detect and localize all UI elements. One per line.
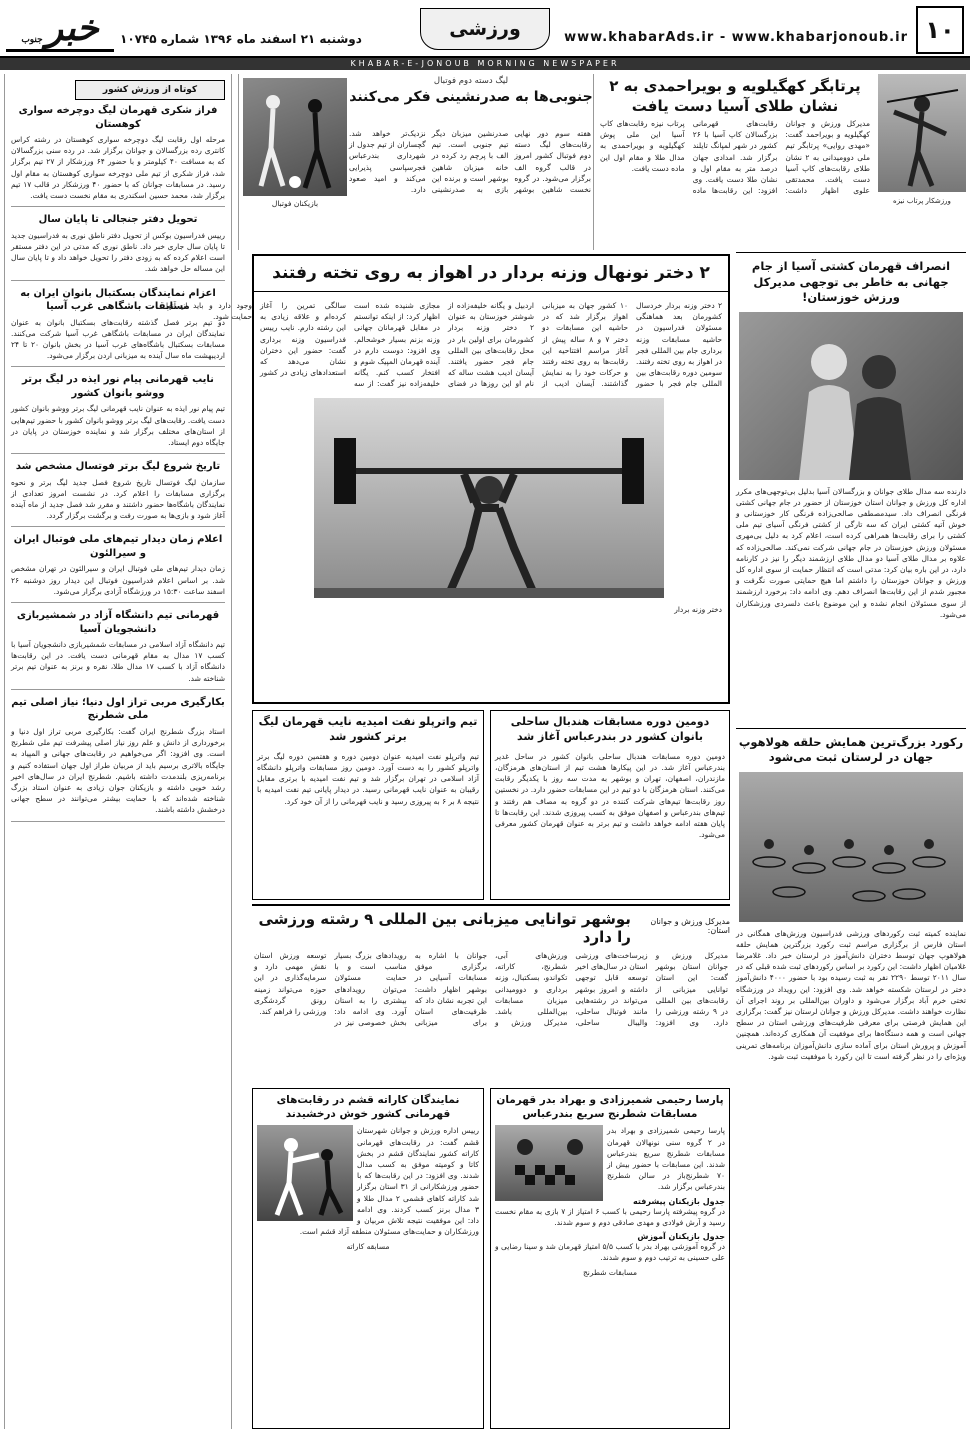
weightlifter-figure-icon [314,398,664,598]
waterpolo-headline: تیم واترپلو نفت امیدیه نایب قهرمان لیگ برتر کشور شد [258,715,478,743]
left-news-headline: فراز شکری قهرمان لیگ دوچرخه سواری کوهستان [18,105,218,130]
feature-story [166,254,730,704]
divider [736,728,966,729]
chess-board-icon [495,1125,603,1201]
left-news-headline: نایب قهرمانی پیام نور ایذه در لیگ برتر ووشو بانوان کشور [22,374,214,399]
feature-body-top: ۲ دختر وزنه بردار خردسال کشورمان بعد هماهنگی مسئولان فدراسیون در حاشیه مسابقات وزنه برداری جام بین المللی فجر در اهواز به روی تخته رفتند. سومین دوره رقابت‌های بین المللی جام فجر با حضور ۱۰ کشور جهان به میزبانی اهواز برگزار شد که در حاشیه این مسابقات دو دختر ۷ و ۸ ساله پیش از آغاز مراسم افتتاحیه این رقابت‌ها به روی تخته رفتند و حرکات خود را به نمایش گذاشتند. آیسان ادیب از اردبیل و یگانه خلیفه‌زاده از شوشتر خوزستان به عنوان ۲ دختر وزنه بردار کشورمان برای اولین بار در محل رقابت‌های بین المللی جام فجر حضور یافتند. آیسان ادیب هشت ساله که نام او این روزها در فضای مجازی شنیده شده است اظهار کرد: از اینکه توانستم در مقابل قهرمانان جهانی وزنه بزنم بسیار خوشحالم. وی افزود: دوست دارم در آینده قهرمان المپیک شوم و افتخار کسب کنم. یگانه خلیفه‌زاده نیز گفت: از سه سالگی تمرین را آغاز کرده‌ام و علاقه زیادی به این رشته دارم. نایب رییس فدراسیون وزنه برداری گفت: حضور این دختران نشان می‌دهد که استعدادهای زیادی در کشور وجود دارد و باید از آنها حمایت شود. [166,301,722,389]
karate-body: رییس اداره ورزش و جوانان شهرستان قشم گفت: در رقابت‌های قهرمانی کاراته کشور نمایندگان قشم در بخش کاتا و کومیته موفق به کسب مدال شدند. وی افزود: در این رقابت‌ها که با حضور ورزشکارانی از ۳۱ استان برگزار شد کاراته کاهای قشمی ۲ مدال طلا و ۳ مدال برنز کسب کردند. وی ادامه داد: این موفقیت نتیجه تلاش مربیان و ورزشکاران و حمایت‌های مسئولان منطقه آزاد قشم است. [299,1126,479,1237]
left-news-item [11,460,225,527]
javelin-photo [878,74,966,192]
left-column [4,74,232,1429]
chess-photo-caption: مسابقات شطرنج [582,1268,638,1278]
karate-figure-icon [257,1125,353,1221]
divider [11,366,225,367]
players-figure-icon [243,78,347,196]
waterpolo-story [252,710,484,900]
left-news-body: تیم پیام نور ایذه به عنوان نایب قهرمانی لیگ برتر ووشو بانوان کشور دست یافت. رقابت‌های لیگ برتر ووشو بانوان کشور با حضور تیم‌هایی از استان‌های مختلف برگزار شد و نماینده خوزستان در پایان در جایگاه دوم ایستاد. [11,404,225,447]
left-column-label: کوتاه از ورزش کشور [75,80,225,100]
left-news-headline: اعلام زمان دیدار تیم‌های ملی فوتبال ایران و سیرالئون [13,534,223,559]
masthead-strap: KHABAR-E-JONOUB MORNING NEWSPAPER [0,58,970,70]
chess-table1-body: در گروه پیشرفته پارسا رحیمی با کسب ۶ امتیاز از ۷ بازی به مقام نخست رسید و آرش فولادی و مهدی صادقی دوم و سوم شدند. [495,1206,725,1227]
left-news-headline: اعزام نمایندگان بسکتبال بانوان ایران به مسابقات باشگاهی غرب آسیا [20,287,216,313]
handball-headline: دومین دوره مسابقات هندبال ساحلی بانوان کشور در بندرعباس آغاز شد [510,715,710,743]
chess-body: پارسا رحیمی شمیرزادی و بهراد بدر در ۲ گروه سنی نونهالان قهرمان مسابقات شطرنج سریع بندرعباس شدند. این مسابقات با حضور بیش از ۷۰ شطرنج‌باز در سالن شطرنج بندرعباس برگزار شد. [607,1126,725,1192]
chess-story [490,1088,730,1429]
divider [11,206,225,207]
kicker: لیگ دسته دوم فوتبال [433,76,509,86]
headline: پرتابگر کهگیلویه و بویراحمدی به ۲ نشان طلای آسیا دست یافت [609,77,861,116]
chess-table2-title: جدول بازیکنان آموزش [637,1231,725,1241]
left-news-headline: قهرمانی تیم دانشگاه آزاد در شمشیربازی دانشجویان آسیا [16,610,220,635]
karate-story [252,1088,484,1429]
divider [736,252,966,253]
wrestlers-figure-icon [739,312,963,480]
right-column [736,252,966,1429]
newspaper-logo [6,6,114,52]
left-news-list [11,104,225,822]
top-middle-story [238,74,594,250]
divider [11,526,225,527]
left-news-item [11,696,225,822]
left-news-body: مرحله اول رقابت لیگ دوچرخه سواری کوهستان در رشته کراس کانتری رده بزرگسالان و جوانان برگزار شد. در رده سنی بزرگسالان که به مسافت ۴۰ کیلومتر و با حضور ۶۴ ورزشکار از ۲۷ تیم برگزار شد، فراز شکری از تیم ملی دوچرخه سواری کوهستان به مقام اول رسید. در مسابقات جوانان که با حضور ۴۰ ورزشکار در قالب ۱۷ تیم برگزار شد، محمد حسین اسکندری به مقام نخست دست یافت. [11,135,226,201]
photo-caption: بازیکنان فوتبال [271,199,319,208]
logo-text: خبر [45,6,99,49]
athlete-figure-icon [882,82,962,192]
left-news-headline: تحویل دفتر جنجالی تا پایان سال [38,214,198,226]
chess-table1-title: جدول بازیکنان پیشرفته [633,1196,725,1206]
left-news-item [11,373,225,454]
masthead [0,0,970,58]
top-right-story [600,74,966,250]
headline: جنوبی‌ها به صدرنشینی فکر می‌کنند [349,89,593,105]
hulahoop-body: نماینده کمیته ثبت رکوردهای ورزشی فدراسیون ورزش‌های همگانی در استان فارس از برگزاری مراسم ثبت رکورد بزرگترین همایش حلقه هولاهوپ جهان توسط دختران دانش‌آموز در لرستان خبر داد. غلامرضا غلامیان اظهار داشت: این رکورد بر اساس رکوردهای ثبت شده قبلی که در سال ۲۰۱۱ توسط ۲۲۹۰ نفر به ثبت رسیده بود با حضور ۴۰۰۰ دانش‌آموز دختر در لرستان شکسته خواهد شد. وی افزود: این رویداد در ورزشگاه تختی خرم آباد برگزار می‌شود و داوران بین‌المللی بر روند اجرای آن نظارت خواهند داشت. مدیرکل ورزش و جوانان لرستان نیز گفت: برگزاری این همایش فرصتی برای معرفی ظرفیت‌های ورزشی استان در سطح جهانی است و همه دستگاه‌ها برای موفقیت آن همکاری کرده‌اند. همچنین آموزش و پرورش استان برای آماده سازی دانش‌آموزان برنامه‌های تمرینی ویژه‌ای را در نظر گرفته است تا این رکورد با موفقیت ثبت شود. [736,928,967,1061]
chess-table2-body: در گروه آموزشی بهراد بدر با کسب ۵/۵ امتیاز قهرمان شد و سینا رضایی و علی حسینی به ترتیب دوم و سوم شدند. [495,1241,725,1263]
divider [11,602,225,603]
divider [11,280,225,281]
bushehr-header [252,906,730,950]
bushehr-story [252,904,730,1084]
left-news-headline: بکارگیری مربی تراز اول دنیا؛ نیاز اصلی تیم ملی شطرنج [11,696,225,722]
waterpolo-body: تیم واترپلو نفت امیدیه عنوان دومین دوره و هفتمین دوره لیگ برتر واترپلو کشور را به دست آورد. دومین روز مسابقات واترپلو دانشگاه آزاد اسلامی در تهران برگزار شد و تیم نفت امیدیه با برتری مقابل رقیبان به عنوان نایب قهرمانی رسید. در دیدار پایانی تیم نفت امیدیه با نتیجه ۸ بر ۶ به پیروزی رسید و نایب قهرمانی را از آن خود کرد. [257,751,479,806]
wrestling-body: دارنده سه مدال طلای جوانان و بزرگسالان آسیا بدلیل بی‌توجهی‌های مکرر اداره کل ورزش و جوانان استان خوزستان از حضور در جام جهانی کشتی فرنگی انصراف داد. سیدمصطفی صالحی‌زاده فرنگی کار خوزستانی و خوش آتیه کشتی ایران که سه تارگی از کشتی فرنگی آسیای تیم ملی کشتی را برای رقابت‌ها همراهی کرده است، اعلام کرد به دلیل بی‌مهری مسئولان ورزش خوزستان در جام جهانی شرکت نمی‌کند. صالحی‌زاده که علاوه بر مدال طلای آسیا دو مدال طلای ارزشمند دیگر را نیز در کارنامه دارد، در این باره بیان کرد: مدتی است که انتظار حمایت از سوی اداره کل ورزش و جوانان خوزستان را داشتم اما هیچ حمایتی صورت نگرفت و مجبور شدم از این رقابت‌ها انصراف دهم. وی ادامه داد: برخورد ارزشمند از سوی مسئولان انجام نشده و این موضوع باعث دلسردی ورزشکاران می‌شود. [736,486,966,619]
left-news-item [11,287,225,368]
left-news-body: زمان دیدار تیم‌های ملی فوتبال ایران و سیرالئون در تهران مشخص شد. بر اساس اعلام فدراسیون فوتبال این دیدار روز دوشنبه ۲۶ اسفند ساعت ۱۵:۳۰ در ورزشگاه آزادی برگزار می‌شود. [11,564,225,596]
weightlifter-photo [314,398,664,598]
bushehr-headline: بوشهر توانایی میزبانی بین المللی ۹ رشته ورزشی را دارد [258,910,631,946]
divider [11,453,225,454]
divider [11,689,225,690]
bushehr-body: مدیرکل ورزش و جوانان استان بوشهر گفت: این استان توانایی میزبانی از رقابت‌های بین المللی در ۹ رشته ورزشی را دارد. وی افزود: زیرساخت‌های ورزشی استان در سال‌های اخیر توسعه قابل توجهی داشته و امروز بوشهر می‌تواند در رشته‌هایی مانند فوتبال ساحلی، والیبال ساحلی، ورزش‌های آبی، شطرنج، کاراته، تکواندو، بسکتبال، وزنه برداری و دوومیدانی میزبان مسابقات بین‌المللی باشد. مدیرکل ورزش و جوانان با اشاره به برگزاری موفق مسابقات آسیایی در بوشهر اظهار داشت: این تجربه نشان داد که ظرفیت‌های استان برای میزبانی رویدادهای بزرگ بسیار مناسب است و با حمایت مسئولان می‌توان رویدادهای بیشتری را به استان آورد. وی ادامه داد: بخش خصوصی نیز در توسعه ورزش استان نقش مهمی دارد و سرمایه‌گذاری در این حوزه می‌تواند زمینه رونق گردشگری ورزشی را فراهم کند. [254,951,728,1028]
chess-photo [495,1125,603,1201]
hulahoop-photo [739,772,963,922]
page-number: ۱۰ [916,6,964,54]
left-news-body: استاد بزرگ شطرنج ایران گفت: بکارگیری مربی تراز اول دنیا و برخورداری از دانش و علم روز نیاز اصلی پیشرفت تیم ملی شطرنج است. وی افزود: اگر می‌خواهیم در رقابت‌های جهانی و المپیاد به جایگاه بالاتری برسیم باید از مربیان طراز اول جهان استفاده کنیم و برنامه‌ریزی بلندمدت داشته باشیم. شطرنج ایران در سال‌های اخیر رشد خوبی داشته و بازیکنان جوان زیادی به عنوان استاد بزرگ شناخته شده‌اند که با حمایت بیشتر می‌توانند در سطح جهانی درخشش داشته باشند. [11,726,225,815]
divider [11,821,225,822]
football-photo [243,78,347,196]
logo-sub: جنوب [21,35,43,45]
story-body: هفته سوم دور نهایی رقابت‌های لیگ دسته دوم فوتبال کشور امروز در قالب گروه الف برگزار می‌شود. در گروه نخست شاهین بوشهر صدرنشین میزبان دیگر تیم جنوبی است. تیم الف با پرچم رد کرده در خانه میزبان شاهین بوشهر است و برنده این بازی به صدرنشینی نزدیک‌تر خواهد شد. گچساران از تیم جدول از شهرداری بندرعباس فجرسپاسی پذیرایی می‌کند و امید صعود دارد. [349,129,591,195]
feature-body-bottom: دختر وزنه بردار [674,605,722,614]
handball-story [490,710,730,900]
hulahoop-headline: رکورد بزرگ‌ترین همایش حلقه هولاهوپ جهان در لرستان ثبت می‌شود [738,734,964,765]
left-news-body: سازمان لیگ فوتسال تاریخ شروع فصل جدید لیگ برتر و نحوه برگزاری مسابقات را اعلام کرد. در نشست امروز تعدادی از نمایندگان باشگاه‌ها حضور داشتند و مقرر شد فصل جدید از ماه آینده آغاز شود و بازی‌ها به صورت رفت و برگشت برگزار گردد. [11,477,225,521]
hoops-figure-icon [739,772,963,922]
left-news-item [11,533,225,603]
left-news-body: تیم دانشگاه آزاد اسلامی در مسابقات شمشیربازی دانشجویان آسیا با کسب ۱۷ مدال به مقام قهرمانی دست یافت. در این رقابت‌ها دانشگاه آزاد با کسب ۱۷ مدال طلا، نقره و برنز به عنوان تیم برتر شناخته شد. [11,640,225,683]
photo-caption: ورزشکار پرتاب نیزه [893,197,951,205]
feature-headline: ۲ دختر نونهال وزنه بردار در اهواز به روی تخته رفتند [254,256,728,292]
karate-photo [257,1125,353,1221]
left-news-headline: تاریخ شروع لیگ برتر فوتسال مشخص شد [15,461,221,473]
karate-headline: نمایندگان کاراته قشم در رقابت‌های قهرمانی کشور خوش درخشیدند [276,1094,460,1121]
section-title: ورزشی [420,8,550,50]
wrestling-photo [739,312,963,480]
handball-body: دومین دوره مسابقات هندبال ساحلی بانوان کشور در ساحل غدیر بندرعباس آغاز شد. در این پیکارها هشت تیم از استان‌های هرمزگان، مازندران، اصفهان، تهران و بوشهر به مدت سه روز با یکدیگر رقابت می‌کنند. استان هرمزگان با دو تیم در این مسابقات حضور دارد. در نخستین روز رقابت‌ها تیم‌های شرکت کننده در دو گروه به مصاف هم رفتند و تیم‌های بندرعباس و اصفهان موفق به کسب پیروزی شدند. این رقابت‌ها تا پایان هفته ادامه خواهد داشت و تیم برتر به عنوان قهرمان کشور معرفی می‌شود. [495,751,725,840]
chess-headline: پارسا رحیمی شمیرزادی و بهراد بدر قهرمان مسابقات شطرنج سریع بندرعباس [496,1094,724,1121]
left-news-item [11,104,225,207]
left-news-item [11,609,225,690]
issue-date: دوشنبه ۲۱ اسفند ماه ۱۳۹۶ شماره ۱۰۷۴۵ [120,32,362,46]
website-url[interactable]: www.khabarAds.ir - www.khabarjonoub.ir [564,30,908,45]
left-news-item [11,213,225,280]
karate-photo-caption: مسابقه کاراته [346,1242,390,1252]
left-news-body: رییس فدراسیون بوکس از تحویل دفتر ناطق نوری به فدراسیون جدید تا پایان سال جاری خبر داد. ناطق نوری که مدتی در این دفتر مستقر است اعلام کرده که به زودی دفتر را تحویل خواهد داد و تا پایان سال این مساله حل خواهد شد. [11,230,225,274]
wrestling-headline: انصراف قهرمان کشتی آسیا از جام جهانی به خاطر بی توجهی مدیرکل ورزش خوزستان! [751,259,951,305]
story-body: مدیرکل ورزش و جوانان کهگیلویه و بویراحمد گفت: «مهدی روایی» پرتابگر تیم ملی دوومیدانی به ۲ نشان طلای رقابت‌های کاپ آسیا دست یافت. محمدتقی علوی اظهار داشت: رقابت‌های قهرمانی بزرگسالان کاپ آسیا با ۲۶ کشور در شهر لمپانگ تایلند برگزار شد. امدادی جهان درصد متر به مقام اول و نشان طلا دست یافت. وی افزود: این رقابت‌ها ماده پرتاب نیزه رقابت‌های کاپ آسیا این ملی پوش کهگیلویه و بویراحمدی به مدال طلا و مقام اول این ماده دست یافت. [600,119,870,196]
bushehr-kicker: مدیرکل ورزش و جوانان استان: [650,917,730,935]
left-news-body: دو تیم برتر فصل گذشته رقابت‌های بسکتبال بانوان به عنوان نمایندگان ایران در مسابقات باشگاهی غرب آسیا شرکت می‌کنند. مسابقات بسکتبال باشگاه‌های غرب آسیا در بخش بانوان ۲۰ تا ۲۴ اردیبهشت ماه سال آینده به میزبانی اردن برگزار می‌شود. [11,317,226,361]
